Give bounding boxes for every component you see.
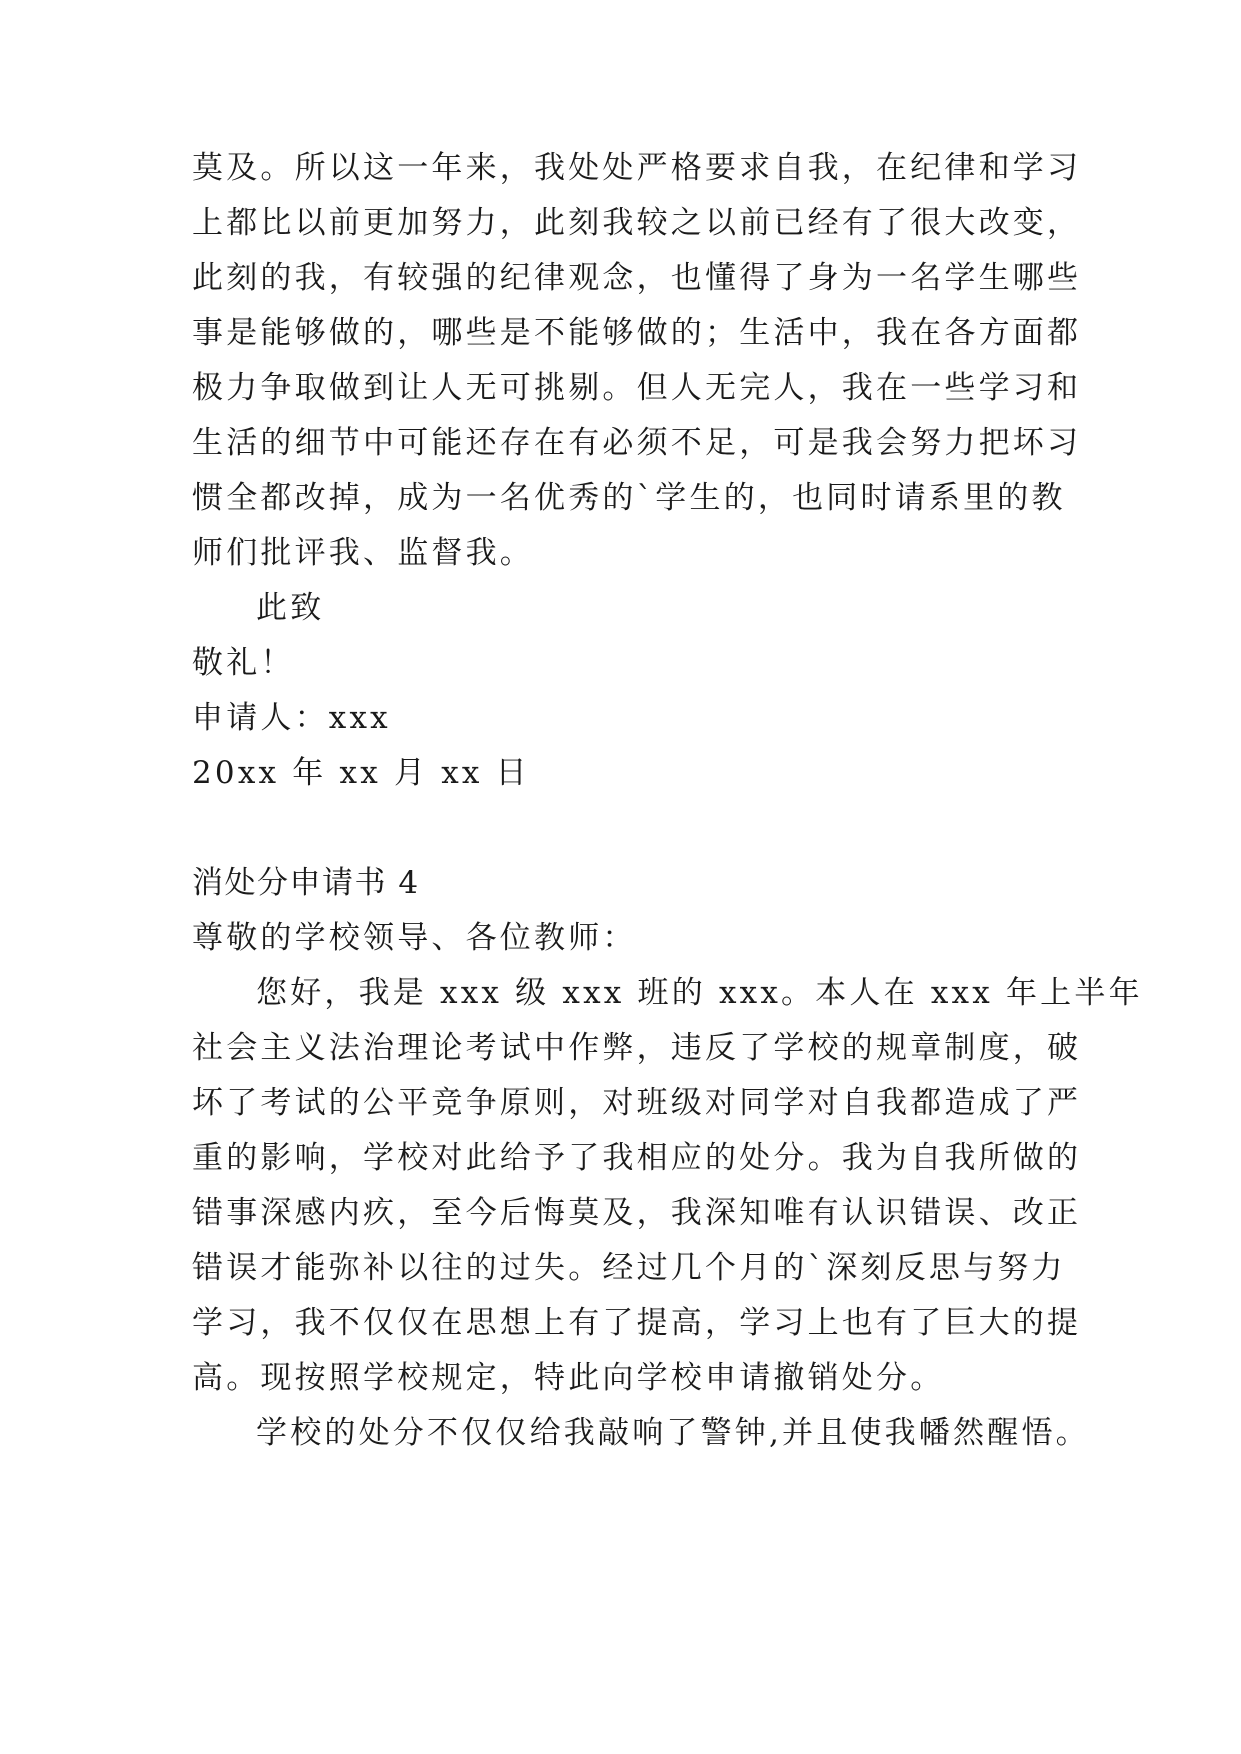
salute-text: 敬礼！: [192, 645, 295, 681]
paragraph-line: 莫及。所以这一年来，我处处严格要求自我，在纪律和学习: [192, 150, 1082, 186]
closing-text: 此致: [256, 590, 325, 626]
section-title: 消处分申请书 4: [192, 865, 420, 901]
paragraph-line: 错误才能弥补以往的过失。经过几个月的`深刻反思与努力: [192, 1250, 1066, 1286]
paragraph-line: 学习，我不仅仅在思想上有了提高，学习上也有了巨大的提: [192, 1305, 1082, 1341]
paragraph-line: 惯全都改掉，成为一名优秀的`学生的，也同时请系里的教: [192, 480, 1066, 516]
paragraph-line: 上都比以前更加努力，此刻我较之以前已经有了很大改变，: [192, 205, 1082, 241]
paragraph-line: 学校的处分不仅仅给我敲响了警钟,并且使我幡然醒悟。: [256, 1415, 1090, 1451]
paragraph-line: 社会主义法治理论考试中作弊，违反了学校的规章制度，破: [192, 1030, 1082, 1066]
paragraph-line: 高。现按照学校规定，特此向学校申请撤销处分。: [192, 1360, 945, 1396]
paragraph-line: 极力争取做到让人无可挑剔。但人无完人，我在一些学习和: [192, 370, 1082, 406]
date-line: 20xx 年 xx 月 xx 日: [192, 755, 530, 791]
paragraph-line: 事是能够做的，哪些是不能够做的；生活中，我在各方面都: [192, 315, 1082, 351]
paragraph-line: 重的影响，学校对此给予了我相应的处分。我为自我所做的: [192, 1140, 1082, 1176]
paragraph-line: 坏了考试的公平竞争原则，对班级对同学对自我都造成了严: [192, 1085, 1082, 1121]
applicant-line: 申请人：xxx: [192, 700, 391, 736]
paragraph-line: 此刻的我，有较强的纪律观念，也懂得了身为一名学生哪些: [192, 260, 1082, 296]
greeting-line: 尊敬的学校领导、各位教师：: [192, 920, 637, 956]
paragraph-line: 生活的细节中可能还存在有必须不足，可是我会努力把坏习: [192, 425, 1082, 461]
paragraph-line: 错事深感内疚，至今后悔莫及，我深知唯有认识错误、改正: [192, 1195, 1082, 1231]
paragraph-line: 您好，我是 xxx 级 xxx 班的 xxx。本人在 xxx 年上半年: [256, 975, 1143, 1011]
paragraph-line: 师们批评我、监督我。: [192, 535, 534, 571]
